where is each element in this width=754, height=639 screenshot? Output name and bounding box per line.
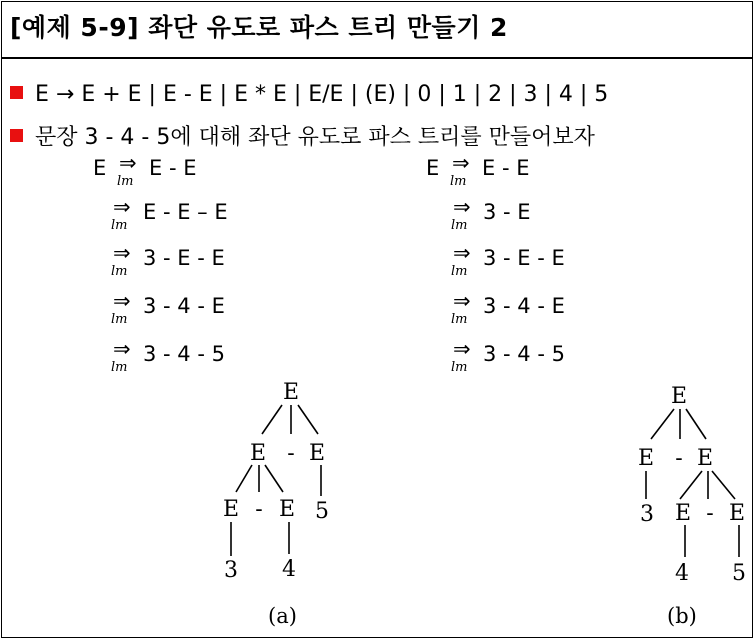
grammar-text: E → E + E | E - E | E * E | E/E | (E) | 0 | 1 | 2 | 3 | 4 | 5 <box>35 82 609 107</box>
tree-a-leaf-3: 3 <box>224 558 238 583</box>
derivation-b-start: E <box>426 156 440 180</box>
derivation-a-form: 3 - 4 - E <box>143 294 225 318</box>
derivation-a-form: E - E – E <box>143 200 228 224</box>
leftmost-derive-arrow-icon: ⇒ lm <box>117 151 137 189</box>
tree-b-edges <box>646 409 739 557</box>
tree-a-node-root: E <box>282 380 300 405</box>
tree-b-leaf-3: 3 <box>640 502 654 527</box>
tree-a-node-inner-left-e: E <box>222 497 240 522</box>
derivation-b-form: 3 - 4 - E <box>483 294 565 318</box>
derivation-a-form: 3 - E - E <box>143 246 225 270</box>
tree-b-node-left-e: E <box>637 446 655 471</box>
derivation-a-form: E - E <box>149 156 197 180</box>
derivation-b-form: 3 - E - E <box>483 246 565 270</box>
leftmost-derive-arrow-icon: ⇒ lm <box>451 241 471 279</box>
derivation-b-form: E - E <box>482 156 530 180</box>
tree-a-edges <box>231 405 321 556</box>
leftmost-derive-arrow-icon: ⇒ lm <box>451 195 471 233</box>
tree-a-leaf-4: 4 <box>282 557 296 582</box>
leftmost-derive-arrow-icon: ⇒ lm <box>111 337 131 375</box>
tree-b-node-right-e: E <box>696 446 714 471</box>
tree-b-node-inner-minus: - <box>706 501 714 526</box>
instruction-text: 문장 3 - 4 - 5에 대해 좌단 유도로 파스 트리를 만들어보자 <box>35 125 595 150</box>
derivation-a-form: 3 - 4 - 5 <box>143 342 225 366</box>
tree-a-leaf-5: 5 <box>315 499 329 524</box>
tree-a-node-inner-minus: - <box>255 497 263 522</box>
tree-a-node-inner-right-e: E <box>278 497 296 522</box>
leftmost-derive-arrow-icon: ⇒ lm <box>451 337 471 375</box>
tree-a-caption: (a) <box>268 604 297 628</box>
slide-title: [예제 5-9] 좌단 유도로 파스 트리 만들기 2 <box>10 13 508 42</box>
leftmost-derive-arrow-icon: ⇒ lm <box>451 289 471 327</box>
leftmost-derive-arrow-icon: ⇒ lm <box>111 241 131 279</box>
derivation-b-form: 3 - 4 - 5 <box>483 342 565 366</box>
leftmost-derive-arrow-icon: ⇒ lm <box>111 195 131 233</box>
tree-a-node-minus: - <box>287 441 295 466</box>
tree-a-node-left-e: E <box>249 441 267 466</box>
tree-a-node-right-e: E <box>308 441 326 466</box>
tree-b-node-root: E <box>670 384 688 409</box>
leftmost-derive-arrow-icon: ⇒ lm <box>111 289 131 327</box>
tree-b-leaf-4: 4 <box>675 561 689 586</box>
derivation-b-form: 3 - E <box>483 200 531 224</box>
tree-b-node-inner-left-e: E <box>674 501 692 526</box>
tree-b-node-inner-right-e: E <box>728 501 746 526</box>
tree-b-caption: (b) <box>667 604 697 628</box>
leftmost-derive-arrow-icon: ⇒ lm <box>450 151 470 189</box>
tree-b-leaf-5: 5 <box>732 561 746 586</box>
derivation-a-start: E <box>93 156 107 180</box>
tree-b-node-minus: - <box>675 446 683 471</box>
